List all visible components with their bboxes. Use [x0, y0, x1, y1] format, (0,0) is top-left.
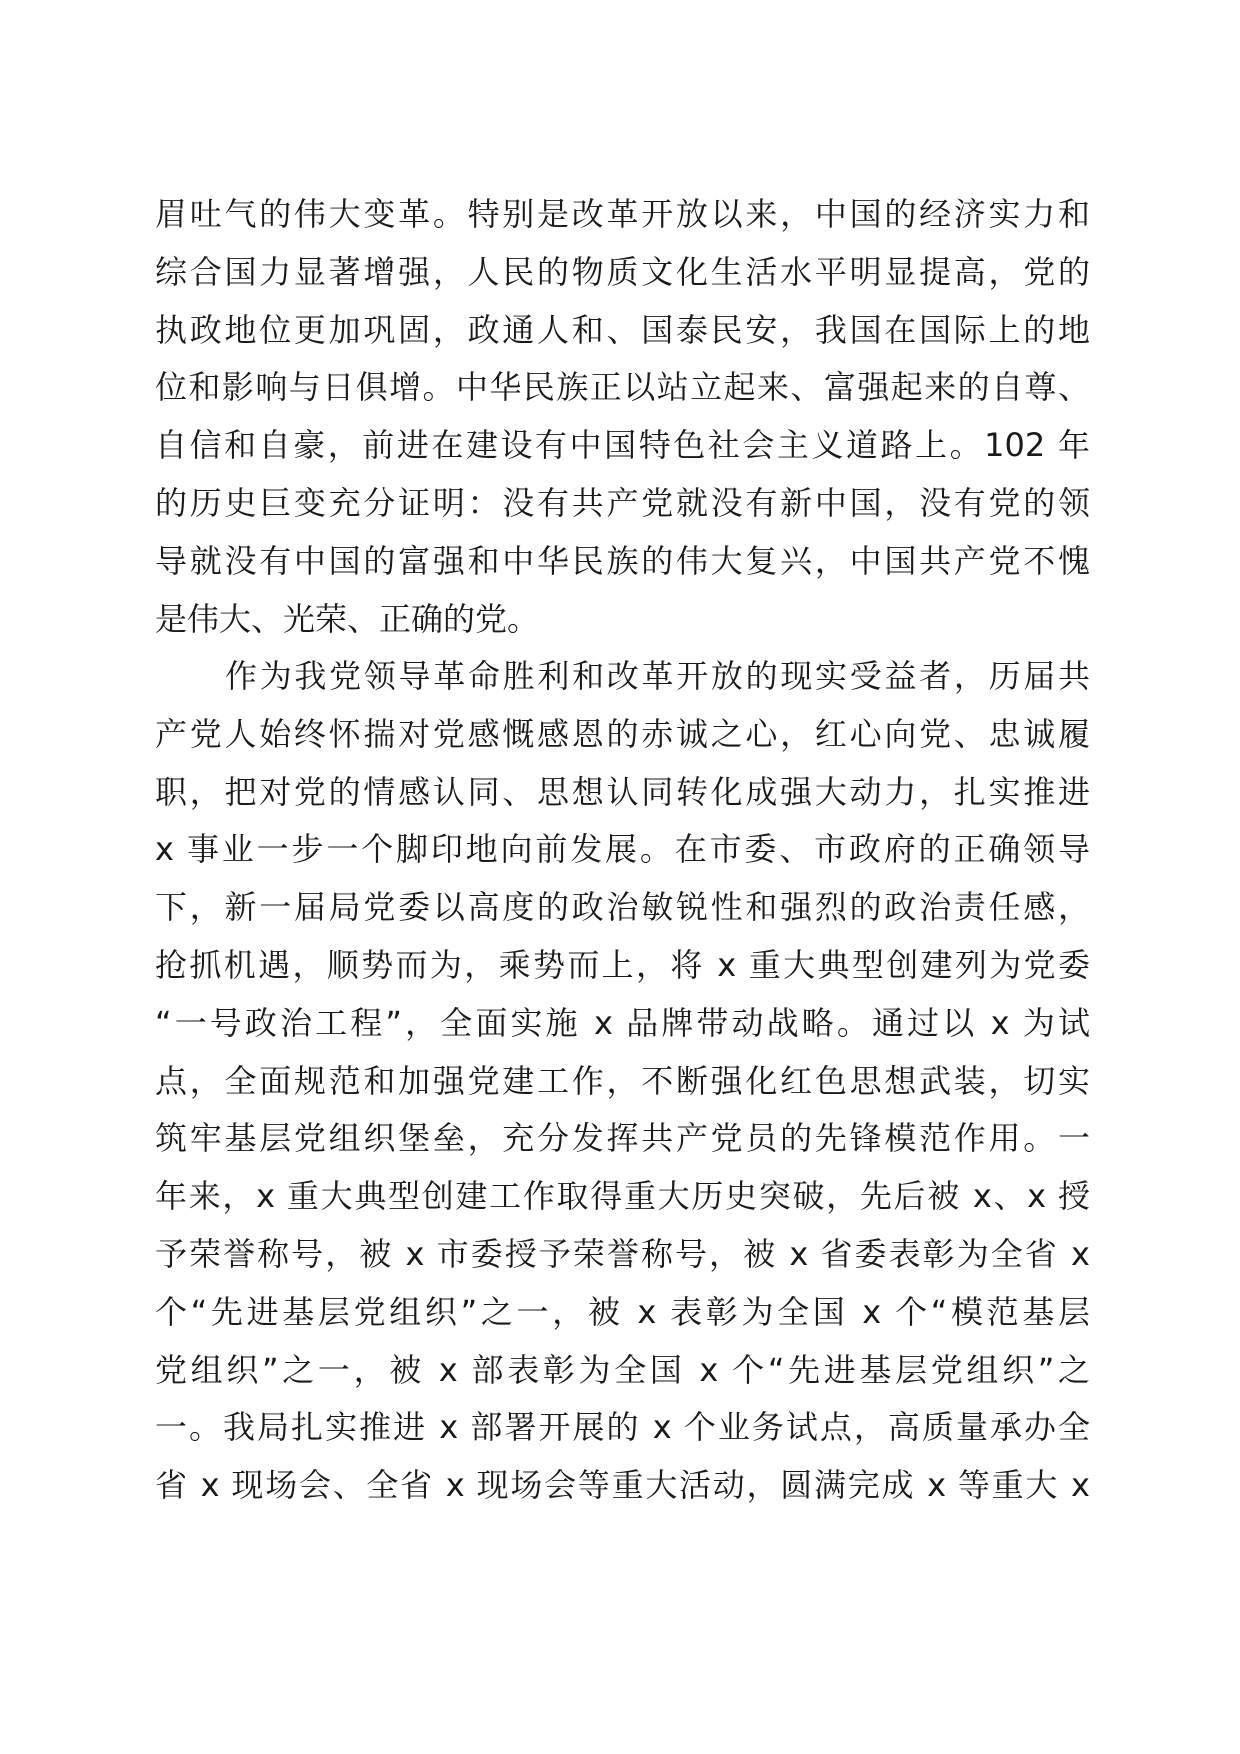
paragraph-line: 执政地位更加巩固，政通人和、国泰民安，我国在国际上的地 — [155, 310, 1090, 349]
paragraph-line: 导就没有中国的富强和中华民族的伟大复兴，中国共产党不愧 — [155, 541, 1090, 580]
paragraph-line: 抢抓机遇，顺势而为，乘势而上，将 x 重大典型创建列为党委 — [155, 945, 1090, 984]
paragraph-line: 筑牢基层党组织堡垒，充分发挥共产党员的先锋模范作用。一 — [155, 1119, 1090, 1158]
paragraph-line: 年来，x 重大典型创建工作取得重大历史突破，先后被 x、x 授 — [155, 1177, 1090, 1216]
paragraph-line: 下，新一届局党委以高度的政治敏锐性和强烈的政治责任感， — [155, 888, 1090, 927]
paragraph-line: 职，把对党的情感认同、思想认同转化成强大动力，扎实推进 — [155, 772, 1090, 811]
paragraph-line: 个“先进基层党组织”之一，被 x 表彰为全国 x 个“模范基层 — [155, 1292, 1090, 1331]
paragraph-line: 自信和自豪，前进在建设有中国特色社会主义道路上。102 年 — [155, 426, 1090, 465]
paragraph-1 — [155, 186, 1090, 648]
paragraph-line: 位和影响与日俱增。中华民族正以站立起来、富强起来的自尊、 — [155, 368, 1090, 407]
paragraph-line: 眉吐气的伟大变革。特别是改革开放以来，中国的经济实力和 — [155, 195, 1090, 233]
paragraph-line: 作为我党领导革命胜利和改革开放的现实受益者，历届共 — [225, 657, 1090, 695]
paragraph-line: x 事业一步一个脚印地向前发展。在市委、市政府的正确领导 — [155, 830, 1090, 869]
paragraph-line: 党组织”之一，被 x 部表彰为全国 x 个“先进基层党组织”之 — [155, 1350, 1090, 1389]
paragraph-line: 的历史巨变充分证明：没有共产党就没有新中国，没有党的领 — [155, 483, 1090, 522]
paragraph-line: 一。我局扎实推进 x 部署开展的 x 个业务试点，高质量承办全 — [155, 1408, 1090, 1447]
paragraph-line: 是伟大、光荣、正确的党。 — [155, 599, 540, 638]
paragraph-line: “一号政治工程”，全面实施 x 品牌带动战略。通过以 x 为试 — [155, 1003, 1090, 1042]
paragraph-line: 综合国力显著增强，人民的物质文化生活水平明显提高，党的 — [155, 252, 1090, 291]
paragraph-line: 点，全面规范和加强党建工作，不断强化红色思想武装，切实 — [155, 1061, 1090, 1100]
paragraph-line: 予荣誉称号，被 x 市委授予荣誉称号，被 x 省委表彰为全省 x — [155, 1234, 1090, 1273]
paragraph-2 — [155, 648, 1090, 1515]
paragraph-line: 省 x 现场会、全省 x 现场会等重大活动，圆满完成 x 等重大 x — [155, 1466, 1090, 1505]
paragraph-line: 产党人始终怀揣对党感慨感恩的赤诚之心，红心向党、忠诚履 — [155, 714, 1090, 753]
